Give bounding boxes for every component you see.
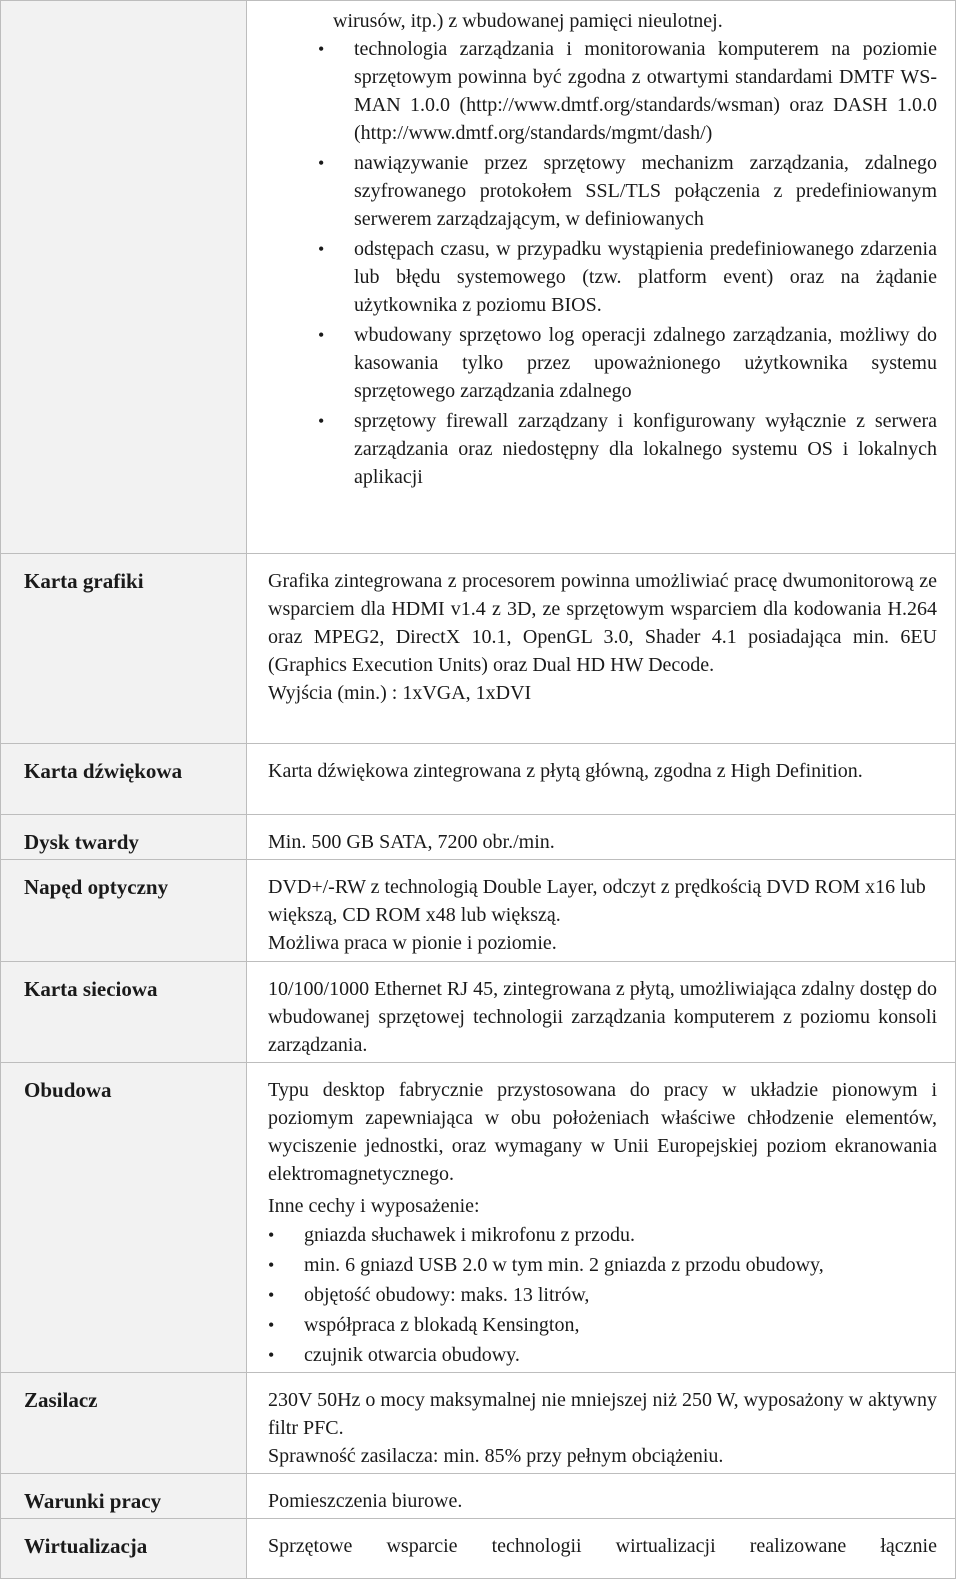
- management-bullet-list: [268, 35, 937, 491]
- row-label-graphics: Karta grafiki: [1, 554, 247, 744]
- network-content-cell: [247, 962, 956, 1063]
- list-item: • min. 6 gniazd USB 2.0 w tym min. 2 gniazda z przodu obudowy,: [304, 1250, 937, 1280]
- list-item: • współpraca z blokadą Kensington,: [304, 1310, 937, 1340]
- list-item: • gniazda słuchawek i mikrofonu z przodu.: [304, 1220, 937, 1250]
- virtualization-description: Sprzętowe wsparcie technologii wirtualizacji realizowane łącznie: [268, 1535, 937, 1557]
- row-label-cell: [1, 1, 247, 554]
- continuation-text: wirusów, itp.) z wbudowanej pamięci nieulotnej.: [333, 10, 723, 32]
- list-item: • technologia zarządzania i monitorowania komputerem na poziomie sprzętowym powinna być zgodna z otwartymi standardami DMTF WS-MAN 1.0.0 (http://www.dmtf.org/standards/wsman) oraz DASH 1.0.0 (http://www.dmtf.org/standards/mgmt/dash/): [354, 35, 937, 147]
- table-row: [1, 744, 956, 815]
- list-item: • sprzętowy firewall zarządzany i konfigurowany wyłącznie z serwera zarządzania oraz niedostępny dla lokalnego systemu OS i lokalnych aplikacji: [354, 407, 937, 491]
- table-row: [1, 1063, 956, 1373]
- psu-content-cell: [247, 1373, 956, 1474]
- hdd-content-cell: [247, 815, 956, 860]
- case-content-cell: [247, 1063, 956, 1373]
- table-row: [1, 1, 956, 554]
- row-label-conditions: Warunki pracy: [1, 1474, 247, 1519]
- table-row: [1, 1519, 956, 1579]
- management-content-cell: [247, 1, 956, 554]
- psu-description: 230V 50Hz o mocy maksymalnej nie mniejszej niż 250 W, wyposażony w aktywny filtr PFC.: [268, 1389, 937, 1439]
- case-features-title: Inne cechy i wyposażenie:: [268, 1195, 480, 1217]
- case-features-list: [268, 1220, 937, 1370]
- list-item: • czujnik otwarcia obudowy.: [304, 1340, 937, 1370]
- case-description: Typu desktop fabrycznie przystosowana do pracy w układzie pionowym i poziomym zapewniająca w obu położeniach właściwe chłodzenie elementów, wyciszenie jednostki, oraz wymagany w Unii Europejskiej poziom ekranowania elektromagnetycznego.: [268, 1079, 937, 1185]
- list-item: • odstępach czasu, w przypadku wystąpienia predefiniowanego zdarzenia lub błędu systemowego (tzw. platform event) oraz na żądanie użytkownika z poziomu BIOS.: [354, 235, 937, 319]
- row-label-case: Obudowa: [1, 1063, 247, 1373]
- table-row: [1, 554, 956, 744]
- list-item: • wbudowany sprzętowo log operacji zdalnego zarządzania, możliwy do kasowania tylko przez upoważnionego użytkownika systemu sprzętowego zarządzania zdalnego: [354, 321, 937, 405]
- conditions-content-cell: [247, 1474, 956, 1519]
- psu-efficiency: Sprawność zasilacza: min. 85% przy pełnym obciążeniu.: [268, 1445, 724, 1467]
- row-label-sound: Karta dźwiękowa: [1, 744, 247, 815]
- row-label-optical: Napęd optyczny: [1, 860, 247, 962]
- row-label-network: Karta sieciowa: [1, 962, 247, 1063]
- row-label-hdd: Dysk twardy: [1, 815, 247, 860]
- virtualization-content-cell: [247, 1519, 956, 1579]
- graphics-description: Grafika zintegrowana z procesorem powinna umożliwiać pracę dwumonitorową ze wsparciem dla HDMI v1.4 z 3D, ze sprzętowym wsparciem dla kodowania H.264 oraz MPEG2, DirectX 10.1, OpenGL 3.0, Shader 4.1 posiadająca min. 6EU (Graphics Execution Units) oraz Dual HD HW Decode.: [268, 570, 937, 676]
- table-row: [1, 1373, 956, 1474]
- table-row: [1, 962, 956, 1063]
- optical-content-cell: [247, 860, 956, 962]
- table-row: [1, 860, 956, 962]
- graphics-outputs: Wyjścia (min.) : 1xVGA, 1xDVI: [268, 682, 532, 704]
- list-item: • objętość obudowy: maks. 13 litrów,: [304, 1280, 937, 1310]
- row-label-virtualization: Wirtualizacja: [1, 1519, 247, 1579]
- sound-description: Karta dźwiękowa zintegrowana z płytą główną, zgodna z High Definition.: [268, 760, 863, 782]
- table-row: [1, 815, 956, 860]
- optical-orientation: Możliwa praca w pionie i poziomie.: [268, 932, 557, 954]
- hdd-description: Min. 500 GB SATA, 7200 obr./min.: [268, 831, 555, 853]
- list-item: • nawiązywanie przez sprzętowy mechanizm zarządzania, zdalnego szyfrowanego protokołem SSL/TLS połączenia z predefiniowanym serwerem zarządzającym, w definiowanych: [354, 149, 937, 233]
- network-description: 10/100/1000 Ethernet RJ 45, zintegrowana z płytą, umożliwiająca zdalny dostęp do wbudowanej sprzętowej technologii zarządzania komputerem z poziomu konsoli zarządzania.: [268, 978, 937, 1056]
- graphics-content-cell: [247, 554, 956, 744]
- sound-content-cell: [247, 744, 956, 815]
- table-row: [1, 1474, 956, 1519]
- optical-description: DVD+/-RW z technologią Double Layer, odczyt z prędkością DVD ROM x16 lub większą, CD ROM x48 lub większą.: [268, 876, 926, 926]
- conditions-description: Pomieszczenia biurowe.: [268, 1490, 463, 1512]
- row-label-psu: Zasilacz: [1, 1373, 247, 1474]
